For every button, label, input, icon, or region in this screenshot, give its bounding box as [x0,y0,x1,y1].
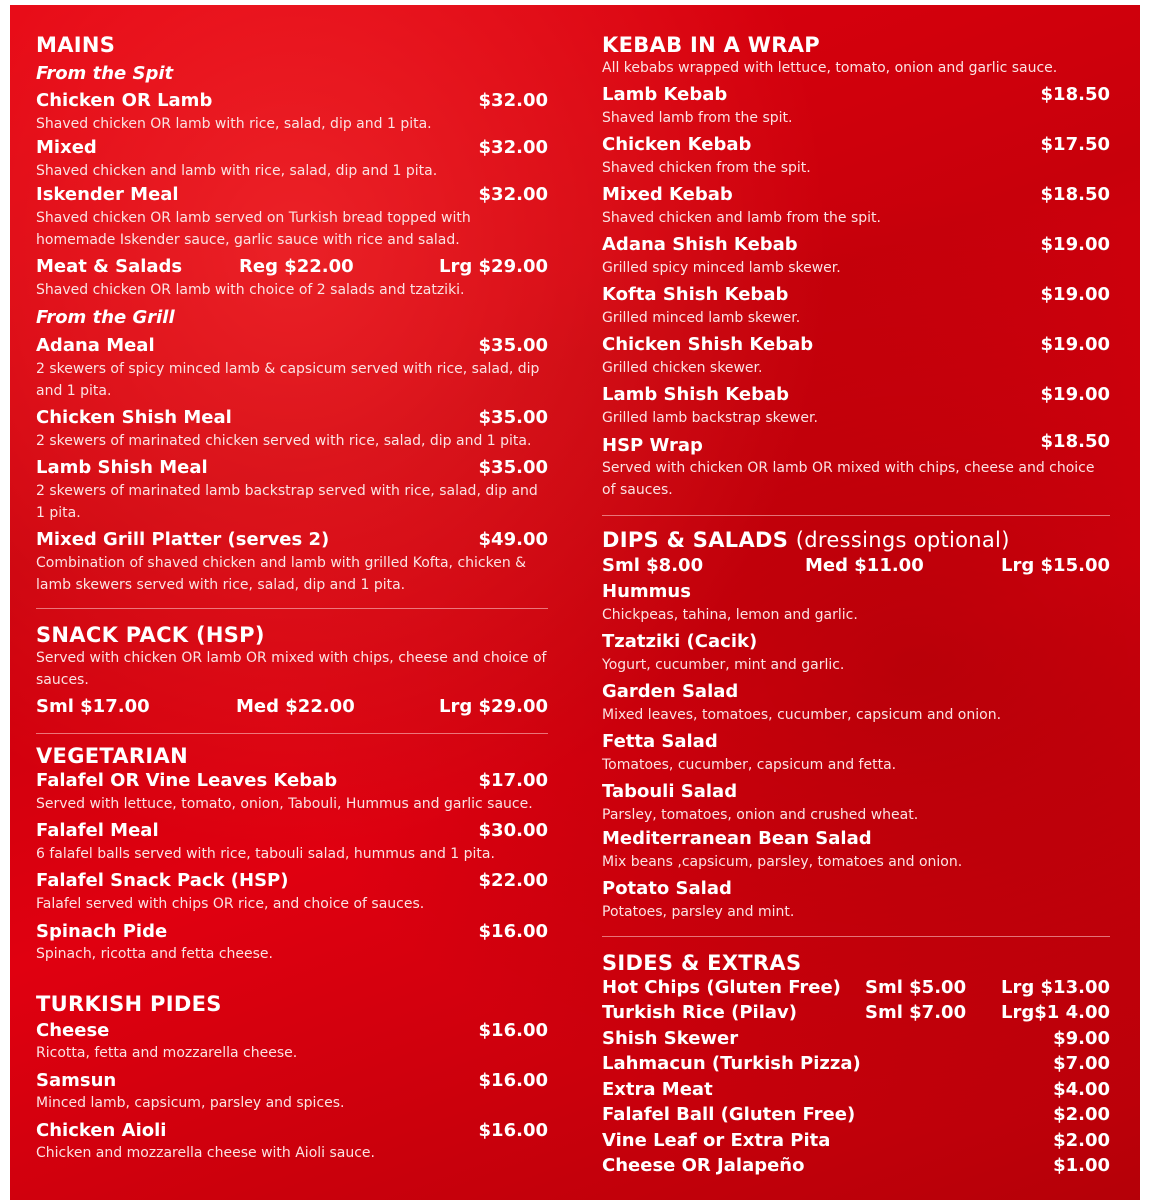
item-description: Grilled chicken skewer. [602,360,763,376]
item-price: $16.00 [478,921,548,942]
item-name: Iskender Meal [36,184,179,205]
item-description: Chickpeas, tahina, lemon and garlic. [602,607,858,623]
item-price: $32.00 [478,184,548,205]
turkish-pides-heading: TURKISH PIDES [36,992,222,1016]
price-large: Lrg $29.00 [439,696,548,717]
dips-salads-note: (dressings optional) [795,528,1010,552]
item-name: Samsun [36,1070,117,1091]
item-price-large: Lrg $29.00 [439,256,548,277]
item-name: Mixed Grill Platter (serves 2) [36,529,330,550]
item-price: $1.00 [1053,1155,1110,1176]
kebab-section-description: All kebabs wrapped with lettuce, tomato, onion and garlic sauce. [602,60,1058,76]
item-price: $18.50 [1040,84,1110,105]
item-name: Fetta Salad [602,731,718,752]
item-description: Falafel served with chips OR rice, and choice of sauces. [36,896,425,912]
item-name: Chicken Shish Kebab [602,334,814,355]
item-name: Lamb Kebab [602,84,728,105]
item-description: Grilled minced lamb skewer. [602,310,801,326]
item-name: Mixed Kebab [602,184,733,205]
item-description: Shaved chicken OR lamb with rice, salad, dip and 1 pita. [36,116,432,132]
item-name: Adana Shish Kebab [602,234,798,255]
item-name: Hot Chips (Gluten Free) [602,977,841,998]
vegetarian-heading: VEGETARIAN [36,744,188,768]
item-description: Combination of shaved chicken and lamb with grilled Kofta, chicken & lamb skewers served with rice, salad, dip and 1 pita. [36,555,527,593]
item-name: Cheese [36,1020,110,1041]
item-description: Served with lettuce, tomato, onion, Tabouli, Hummus and garlic sauce. [36,796,533,812]
item-description: Spinach, ricotta and fetta cheese. [36,946,273,962]
item-price: $18.50 [1040,184,1110,205]
item-price: $32.00 [478,137,548,158]
item-description: Shaved chicken from the spit. [602,160,811,176]
item-description: Shaved chicken and lamb from the spit. [602,210,881,226]
item-price: $35.00 [478,457,548,478]
item-price: $35.00 [478,335,548,356]
item-price: $9.00 [1053,1028,1110,1049]
item-name: Cheese OR Jalapeño [602,1155,805,1176]
price-medium: Med $11.00 [805,555,924,576]
item-name: Lamb Shish Kebab [602,384,790,405]
item-name: Tzatziki (Cacik) [602,631,758,652]
item-price: $19.00 [1040,334,1110,355]
item-description: Parsley, tomatoes, onion and crushed wheat. [602,807,919,823]
item-price: $19.00 [1040,234,1110,255]
item-description: Shaved chicken OR lamb with choice of 2 salads and tzatziki. [36,282,465,298]
menu-page [10,5,1140,1200]
item-name: Spinach Pide [36,921,168,942]
section-divider [602,936,1110,937]
item-name: Chicken Kebab [602,134,752,155]
sides-extras-heading: SIDES & EXTRAS [602,951,802,975]
item-name: Hummus [602,581,691,602]
item-name: Mediterranean Bean Salad [602,828,872,849]
item-description: Mix beans ,capsicum, parsley, tomatoes and onion. [602,854,963,870]
item-description: 2 skewers of marinated chicken served with rice, salad, dip and 1 pita. [36,433,532,449]
item-price: $22.00 [478,870,548,891]
item-name: Meat & Salads [36,256,183,277]
item-name: Tabouli Salad [602,781,738,802]
item-description: Ricotta, fetta and mozzarella cheese. [36,1045,298,1061]
dips-salads-title: DIPS & SALADS [602,528,789,552]
item-name: Chicken Shish Meal [36,407,232,428]
section-divider [602,515,1110,516]
item-name: Chicken Aioli [36,1120,167,1141]
item-name: Extra Meat [602,1079,713,1100]
price-small: Sml $17.00 [36,696,150,717]
from-the-grill-subheading: From the Grill [36,307,175,328]
item-price: Lrg$1 4.00 [1001,1002,1110,1023]
item-description: Shaved chicken and lamb with rice, salad, dip and 1 pita. [36,163,438,179]
item-description: Mixed leaves, tomatoes, cucumber, capsicum and onion. [602,707,1002,723]
item-price: Lrg $13.00 [1001,977,1110,998]
kebab-in-a-wrap-heading: KEBAB IN A WRAP [602,33,820,57]
price-small: Sml $8.00 [602,555,704,576]
item-price: $30.00 [478,820,548,841]
item-name: Vine Leaf or Extra Pita [602,1130,831,1151]
dips-salads-heading [602,528,1010,552]
item-price: $16.00 [478,1070,548,1091]
item-name: Falafel Meal [36,820,159,841]
item-price: $16.00 [478,1120,548,1141]
item-price: $18.50 [1040,431,1110,452]
item-name: Turkish Rice (Pilav) [602,1002,797,1023]
item-price: $17.50 [1040,134,1110,155]
item-price: $19.00 [1040,284,1110,305]
snack-pack-heading: SNACK PACK (HSP) [36,623,265,647]
item-description: Shaved chicken OR lamb served on Turkish bread topped with homemade Iskender sauce, garlic sauce with rice and salad. [36,210,471,248]
item-price: $49.00 [478,529,548,550]
item-price: $4.00 [1053,1079,1110,1100]
item-name: Lahmacun (Turkish Pizza) [602,1053,861,1074]
item-price: $16.00 [478,1020,548,1041]
item-description: Served with chicken OR lamb OR mixed with chips, cheese and choice of sauces. [602,460,1095,498]
item-name: Falafel Snack Pack (HSP) [36,870,289,891]
item-description: Potatoes, parsley and mint. [602,904,795,920]
item-name: Adana Meal [36,335,155,356]
item-name: Falafel OR Vine Leaves Kebab [36,770,338,791]
item-description: Chicken and mozzarella cheese with Aioli sauce. [36,1145,375,1161]
item-price: $35.00 [478,407,548,428]
item-description: Minced lamb, capsicum, parsley and spices. [36,1095,345,1111]
mains-heading: MAINS [36,33,116,57]
item-description: Yogurt, cucumber, mint and garlic. [602,657,845,673]
item-price-small: Sml $7.00 [865,1002,967,1023]
item-price: $2.00 [1053,1104,1110,1125]
item-price: $32.00 [478,90,548,111]
price-large: Lrg $15.00 [1001,555,1110,576]
item-price-small: Sml $5.00 [865,977,967,998]
item-price: $17.00 [478,770,548,791]
item-name: Garden Salad [602,681,739,702]
item-name: Chicken OR Lamb [36,90,213,111]
item-description: 2 skewers of spicy minced lamb & capsicum served with rice, salad, dip and 1 pita. [36,361,540,399]
item-price: $2.00 [1053,1130,1110,1151]
item-name: Potato Salad [602,878,732,899]
snack-pack-description: Served with chicken OR lamb OR mixed with chips, cheese and choice of sauces. [36,650,547,688]
item-price-regular: Reg $22.00 [239,256,354,277]
item-price: $19.00 [1040,384,1110,405]
price-medium: Med $22.00 [236,696,355,717]
item-name: HSP Wrap [602,435,703,456]
item-name: Shish Skewer [602,1028,739,1049]
from-the-spit-subheading: From the Spit [36,63,174,84]
item-description: Shaved lamb from the spit. [602,110,793,126]
item-name: Mixed [36,137,97,158]
item-description: Grilled spicy minced lamb skewer. [602,260,841,276]
item-name: Lamb Shish Meal [36,457,208,478]
item-description: Tomatoes, cucumber, capsicum and fetta. [602,757,897,773]
item-price: $7.00 [1053,1053,1110,1074]
item-description: Grilled lamb backstrap skewer. [602,410,818,426]
item-description: 6 falafel balls served with rice, tabouli salad, hummus and 1 pita. [36,846,495,862]
section-divider [36,608,548,609]
item-name: Falafel Ball (Gluten Free) [602,1104,856,1125]
section-divider [36,733,548,734]
item-description: 2 skewers of marinated lamb backstrap served with rice, salad, dip and 1 pita. [36,483,538,521]
item-name: Kofta Shish Kebab [602,284,789,305]
